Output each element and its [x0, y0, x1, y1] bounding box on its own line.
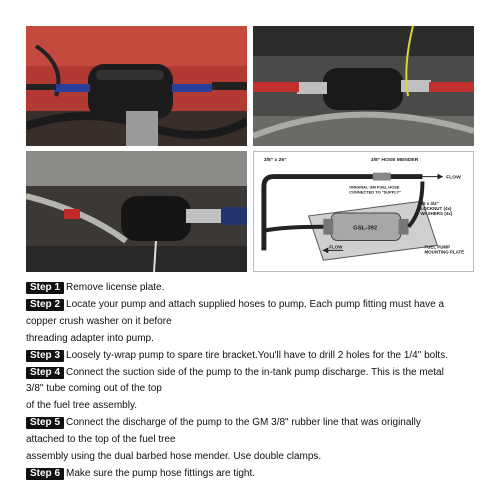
label-pump-model: GSL-392: [353, 225, 378, 232]
installation-diagram: [253, 151, 474, 272]
step-text: assembly using the dual barbed hose mender. Use double clamps.: [26, 451, 322, 463]
step-badge: Step 4: [26, 367, 64, 379]
label-flow-top: FLOW: [446, 175, 461, 181]
step-text: copper crush washer on it before: [26, 315, 172, 327]
label-hose-mender: 3/8" HOSE MENDER: [370, 157, 419, 163]
label-hose-left: 3/8" x 26": [263, 157, 287, 163]
step-badge: Step 6: [26, 468, 64, 480]
step-2: [26, 297, 486, 314]
step-text: Remove license plate.: [66, 282, 165, 293]
step-text: of the fuel tree assembly.: [26, 400, 137, 412]
step-3: [26, 348, 486, 365]
label-orig-line-1: ORIGINAL GM FUEL HOSE: [349, 184, 400, 190]
step-1: [26, 280, 486, 297]
step-badge: Step 2: [26, 299, 64, 311]
step-text: Loosely ty-wrap pump to spare tire bracket.You'll have to drill 2 holes for the 1/4" bolts.: [66, 349, 448, 361]
photo-pump-fittings-closeup: [26, 151, 247, 272]
step-4: [26, 365, 486, 382]
label-flow-bottom: FLOW: [329, 244, 343, 250]
step-badge: Step 3: [26, 350, 64, 362]
step-text: Make sure the pump hose fittings are tight.: [66, 467, 256, 479]
step-badge: Step 5: [26, 417, 64, 429]
step-text: threading adapter into pump.: [26, 332, 154, 344]
step-badge: Step 1: [26, 282, 64, 294]
label-locknut-3: WASHERS (4x): [420, 210, 453, 216]
hose-mender: [373, 173, 391, 181]
step-text: Connect the discharge of the pump to the GM 3/8" rubber line that was originally: [66, 417, 421, 429]
step-text: Connect the suction side of the pump to the in-tank pump discharge. This is the metal: [66, 366, 444, 378]
step-text: Locate your pump and attach supplied hoses to pump. Each pump fitting must have a: [66, 298, 445, 310]
label-locknut-2: LOCKNUT (4x): [420, 206, 452, 212]
label-orig-line-2: CONNECTED TO "SUPPLY": [349, 189, 401, 195]
label-plate-2: MOUNTING PLATE: [424, 249, 465, 255]
step-5: [26, 415, 486, 432]
label-locknut-1: 32 x 3/4": [420, 201, 439, 207]
photo-pump-under-vehicle: [26, 26, 247, 146]
label-plate-1: FUEL PUMP: [424, 244, 451, 250]
instruction-steps: [26, 280, 486, 483]
step-text: 3/8" tube coming out of the top: [26, 383, 162, 395]
photo-pump-braided-lines: [253, 26, 474, 146]
step-text: attached to the top of the fuel tree: [26, 434, 176, 446]
step-6: [26, 466, 486, 483]
